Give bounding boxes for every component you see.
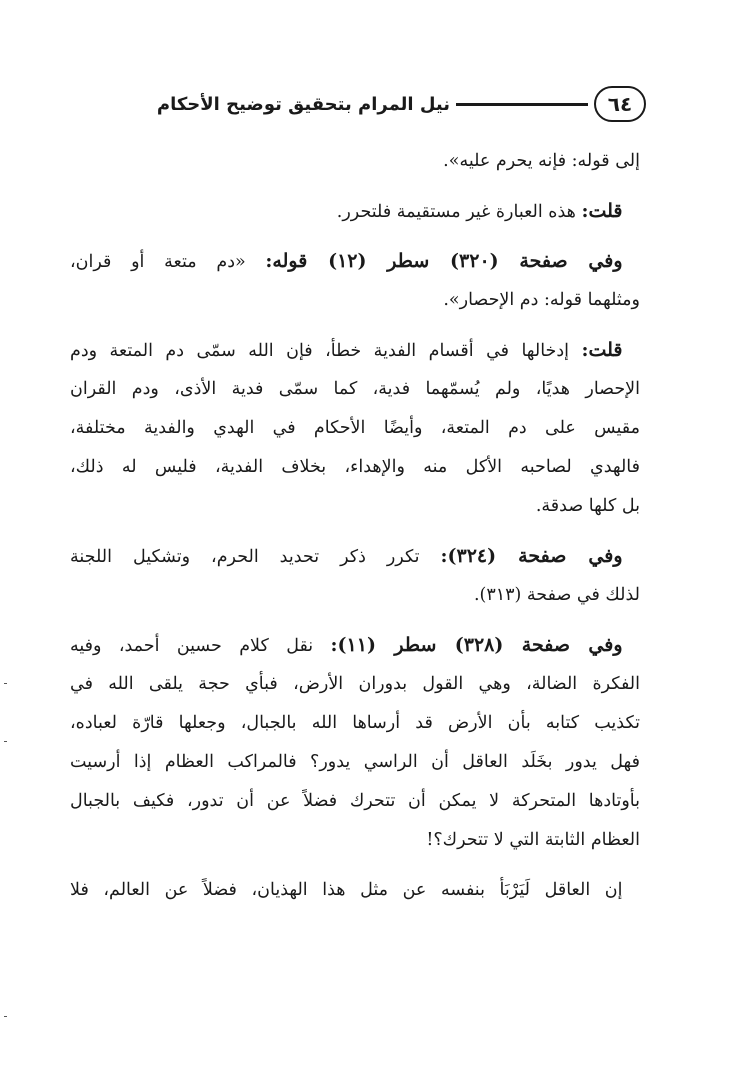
scan-mark bbox=[4, 741, 7, 742]
paragraph-6 bbox=[70, 626, 640, 860]
paragraph-4 bbox=[70, 331, 640, 526]
paragraph-label: قلت: bbox=[581, 339, 623, 361]
text-line: بل كلها صدقة. bbox=[535, 496, 640, 516]
page-number-badge bbox=[594, 86, 646, 122]
paragraph-3 bbox=[70, 242, 640, 320]
header-rule bbox=[456, 103, 588, 106]
text-line: إلى قوله: فإنه يحرم عليه». bbox=[443, 151, 640, 171]
page-body bbox=[70, 142, 640, 910]
text-line: وفي صفحة (٣٢٤): تكرر ذكر تحديد الحرم، وتشكيل اللجنة bbox=[70, 545, 623, 567]
paragraph-7 bbox=[70, 871, 640, 910]
text-line: وفي صفحة (٣٢٠) سطر (١٢) قوله: «دم متعة أو قران، bbox=[70, 250, 623, 272]
paragraph-label: وفي صفحة (٣٢٨) سطر (١١): bbox=[330, 634, 623, 656]
text-line: ومثلهما قوله: دم الإحصار». bbox=[443, 290, 640, 310]
paragraph-label: وفي صفحة (٣٢٠) سطر (١٢) قوله: bbox=[265, 250, 623, 272]
text-line: قلت: هذه العبارة غير مستقيمة فلتحرر. bbox=[336, 200, 623, 222]
text-line: إن العاقل لَيَرْبَأ بنفسه عن مثل هذا الهذيان، فضلاً عن العالم، فلا bbox=[70, 880, 623, 900]
text-line: فهل يدور بخَلَد العاقل أن الراسي يدور؟ فالمراكب العظام إذا أرسيت bbox=[70, 752, 640, 772]
book-title: نيل المرام بتحقيق توضيح الأحكام bbox=[156, 93, 450, 115]
paragraph-1 bbox=[70, 142, 640, 181]
text-line: بأوتادها المتحركة لا يمكن أن تتحرك فضلاً عن أن تدور، فكيف بالجبال bbox=[70, 791, 640, 811]
text-line: الإحصار هديًا، ولم يُسمّهما فدية، كما سمّى فدية الأذى، ودم القران bbox=[70, 379, 640, 399]
paragraph-label: وفي صفحة (٣٢٤): bbox=[440, 545, 623, 567]
scan-mark bbox=[4, 683, 7, 684]
text-line: الفكرة الضالة، وهي القول بدوران الأرض، فبأي حجة يلقى الله في bbox=[70, 674, 640, 694]
page-header bbox=[86, 84, 646, 124]
text-line: قلت: إدخالها في أقسام الفدية خطأ، فإن الله سمّى دم المتعة ودم bbox=[70, 339, 623, 361]
paragraph-5 bbox=[70, 537, 640, 615]
text-line: وفي صفحة (٣٢٨) سطر (١١): نقل كلام حسين أحمد، وفيه bbox=[70, 634, 623, 656]
paragraph-label: قلت: bbox=[581, 200, 623, 222]
scan-mark bbox=[4, 1016, 7, 1017]
text-line: فالهدي لصاحبه الأكل منه والإهداء، بخلاف الفدية، فليس له ذلك، bbox=[70, 457, 640, 477]
text-line: العظام الثابتة التي لا تتحرك؟! bbox=[426, 830, 640, 850]
text-line: تكذيب كتابه بأن الأرض قد أرساها الله بالجبال، وجعلها قارّة لعباده، bbox=[70, 713, 640, 733]
page-number: ٦٤ bbox=[607, 92, 633, 116]
text-line: لذلك في صفحة (٣١٣). bbox=[473, 585, 640, 605]
paragraph-2 bbox=[70, 192, 640, 231]
text-line: مقيس على دم المتعة، وأيضًا الأحكام في الهدي والفدية مختلفة، bbox=[70, 418, 640, 438]
